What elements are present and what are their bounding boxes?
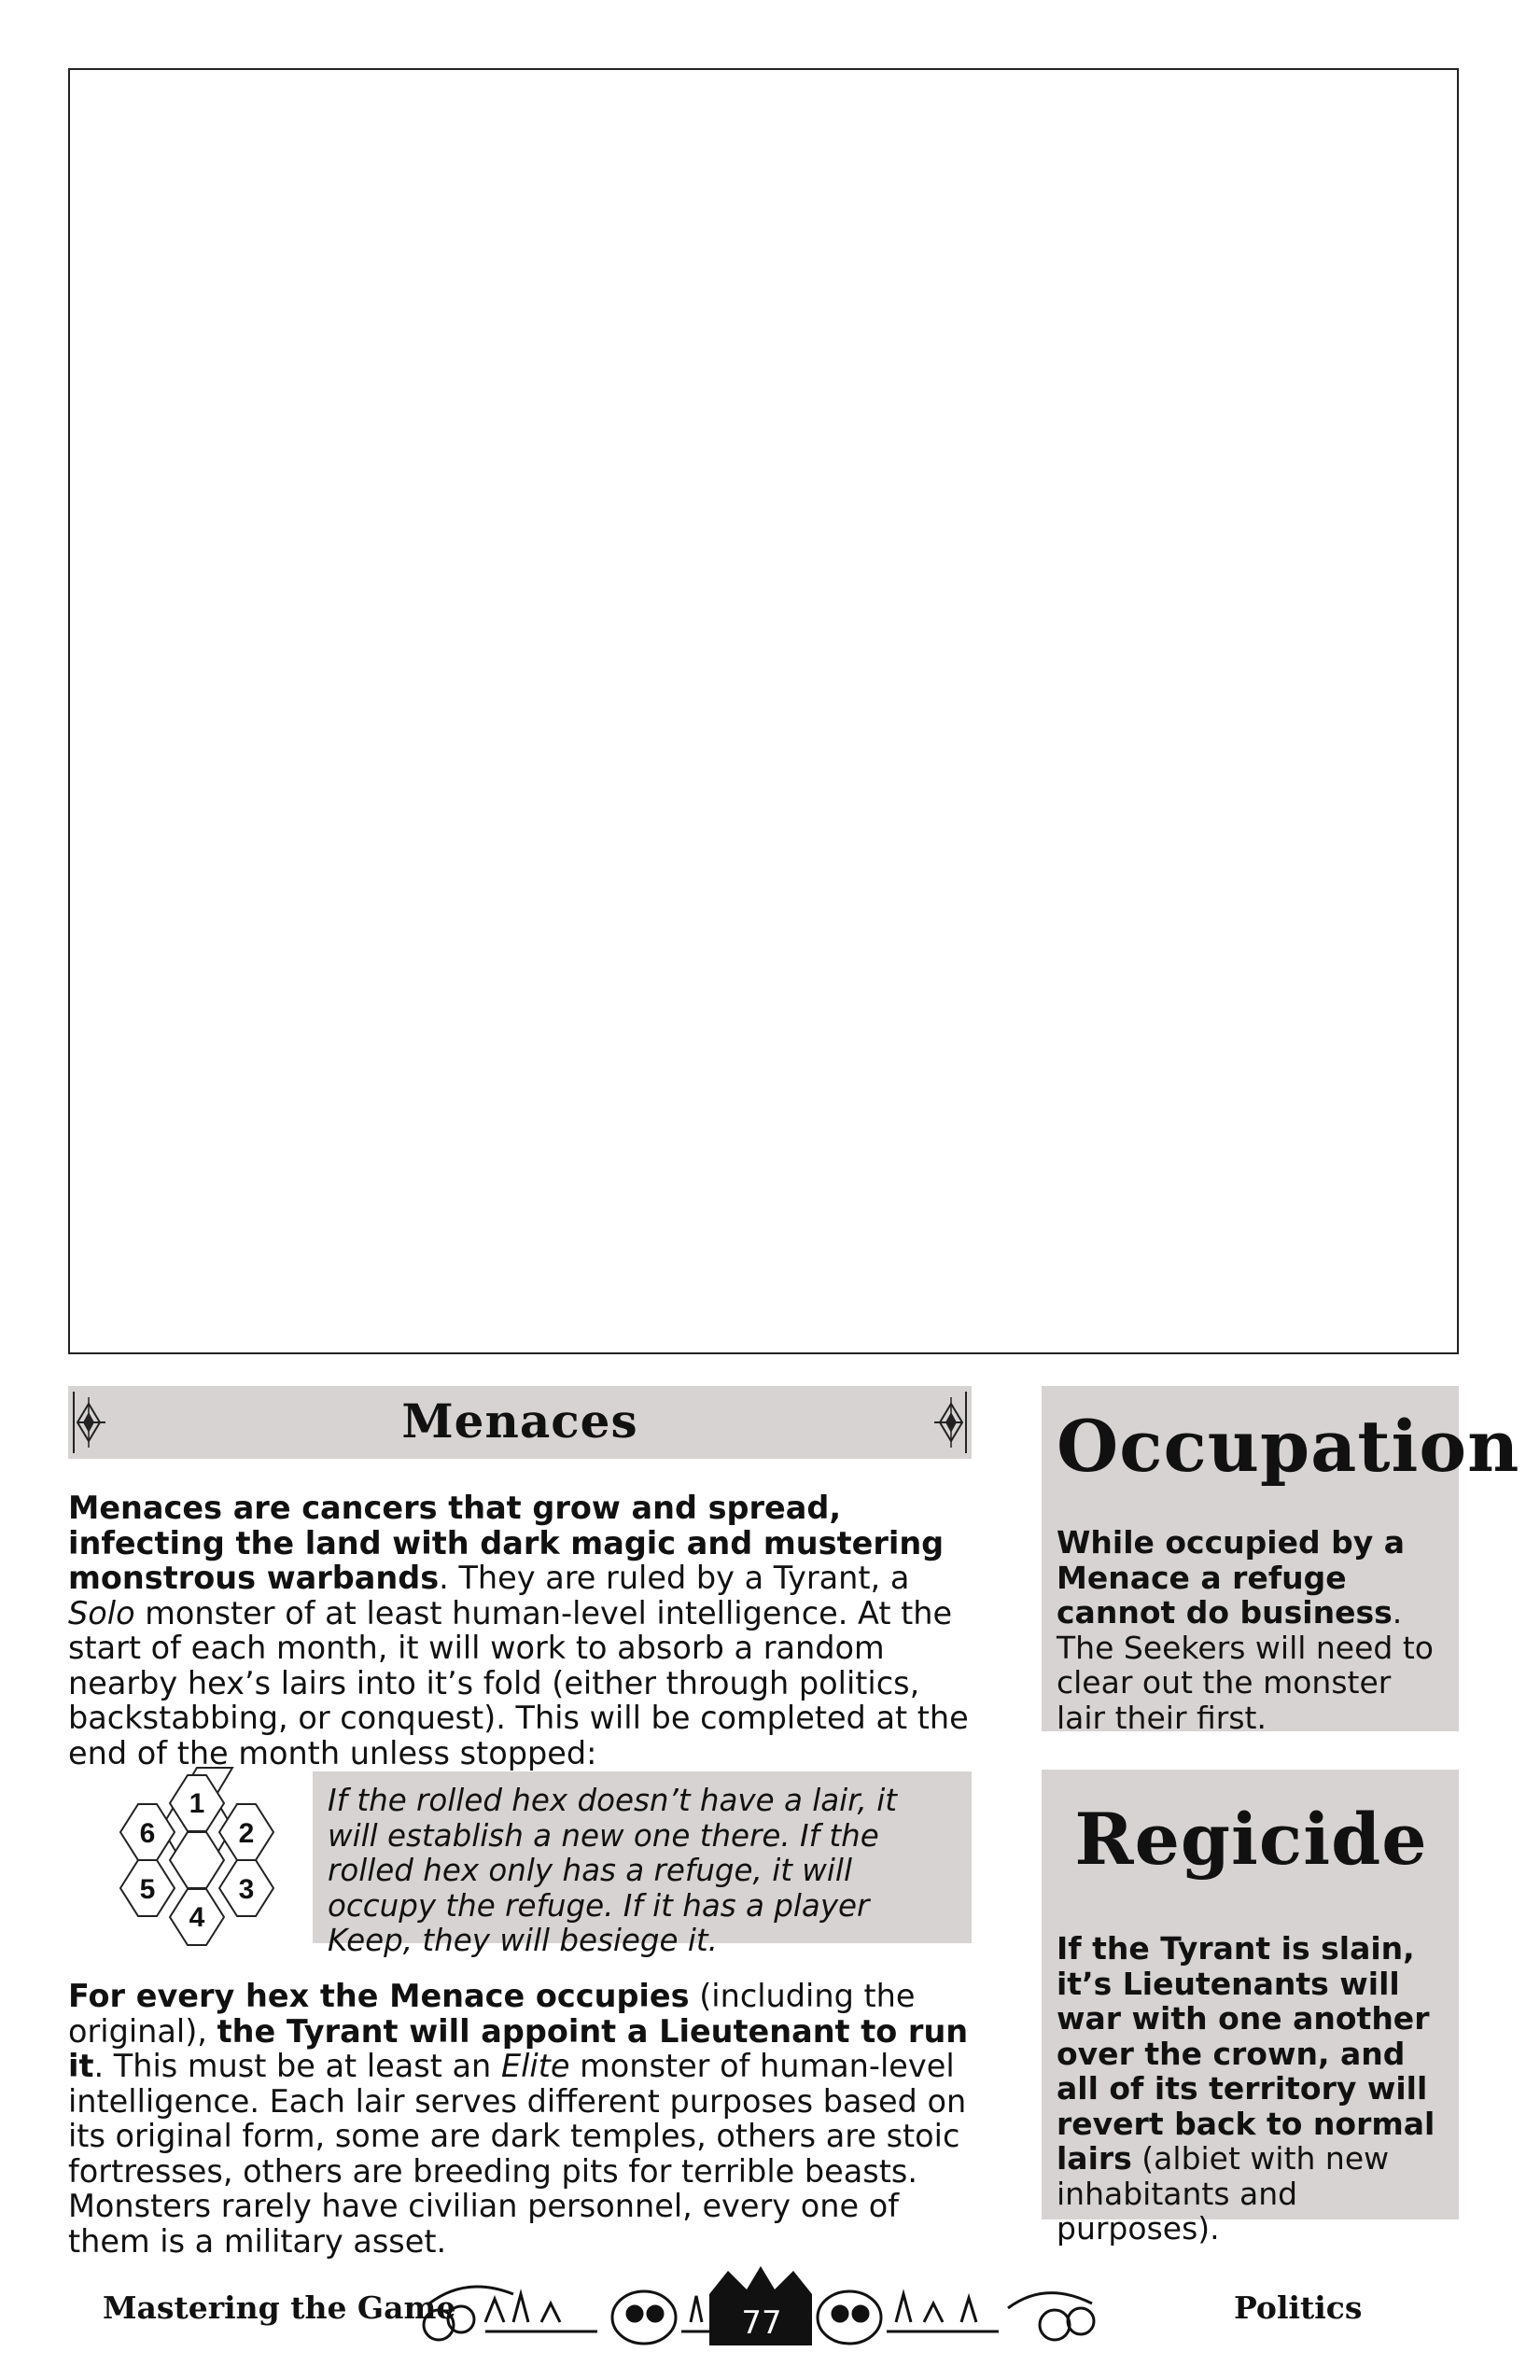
occupation-title: Occupation: [1057, 1405, 1520, 1488]
page-number: 77: [741, 2304, 782, 2342]
text-span: . They are ruled by a Tyrant, a: [439, 1560, 910, 1596]
text-bold: For every hex the Menace occupies: [68, 1978, 690, 2014]
corner-ornament-icon: [932, 1390, 970, 1455]
menaces-paragraph-1: [68, 1491, 983, 1771]
text-span: (albiet with new inhabitants and purposes).: [1057, 2140, 1390, 2247]
menaces-paragraph-2: [68, 1979, 983, 2259]
page-footer: [0, 2252, 1540, 2355]
text-bold: If the Tyrant is slain, it’s Lieutenants will war with one another over the crown, and all of its territory will revert back to normal lairs: [1057, 1930, 1435, 2177]
text-span: monster of at least human-level intelligence. At the start of each month, it will work to absorb a random nearby hex’s lairs into it’s fold (either through politics, backstabbing, or conquest). This will be completed at the end of the month unless stopped:: [68, 1594, 969, 1771]
text-bold: While occupied by a Menace a refuge cannot do business: [1057, 1524, 1405, 1631]
text-span: (including the original),: [68, 1978, 916, 2050]
text-span: . This must be at least an: [93, 2048, 501, 2084]
hex-label: 4: [189, 1902, 205, 1933]
illustration-frame: [68, 68, 1459, 1354]
hex-roll-diagram: [99, 1764, 281, 1951]
hex-label: 2: [238, 1818, 255, 1849]
menaces-intro-bold: Menaces are cancers that grow and spread, infecting the land with dark magic and mustering monstrous warbands: [68, 1490, 945, 1596]
footer-chapter: Politics: [1234, 2289, 1363, 2326]
text-span: . The Seekers will need to clear out the monster lair their first.: [1057, 1594, 1434, 1736]
hex-label: 5: [139, 1874, 156, 1905]
text-bold: the Tyrant will appoint a Lieutenant to run it: [68, 2012, 969, 2084]
text-italic: Elite: [500, 2048, 570, 2084]
regicide-title: Regicide: [1074, 1798, 1428, 1881]
regicide-text: [1057, 1931, 1446, 2247]
menaces-header: [68, 1386, 972, 1459]
hex-label: 1: [189, 1788, 205, 1819]
footer-book-title: Mastering the Game: [103, 2289, 456, 2326]
hex-label: 3: [238, 1874, 255, 1905]
regicide-box: [1042, 1770, 1459, 2247]
occupation-text: [1057, 1525, 1446, 1735]
hex-label: 6: [139, 1818, 156, 1849]
text-span: monster of human-level intelligence. Each lair serves different purposes based on its original form, some are dark temples, others are stoic fortresses, others are breeding pits for terrible beasts. Monsters rarely have civilian personnel, every one of them is a military asset.: [68, 2048, 967, 2260]
hex-center-outline: [170, 1832, 224, 1888]
text-italic: Solo: [68, 1594, 135, 1631]
menaces-title: Menaces: [401, 1393, 638, 1449]
rolled-hex-note: If the rolled hex doesn’t have a lair, it will establish a new one there. If the rolled hex only has a refuge, it will occupy the refuge. If it has a player Keep, they will besiege it.: [313, 1771, 972, 1943]
occupation-box: [1042, 1386, 1520, 1736]
